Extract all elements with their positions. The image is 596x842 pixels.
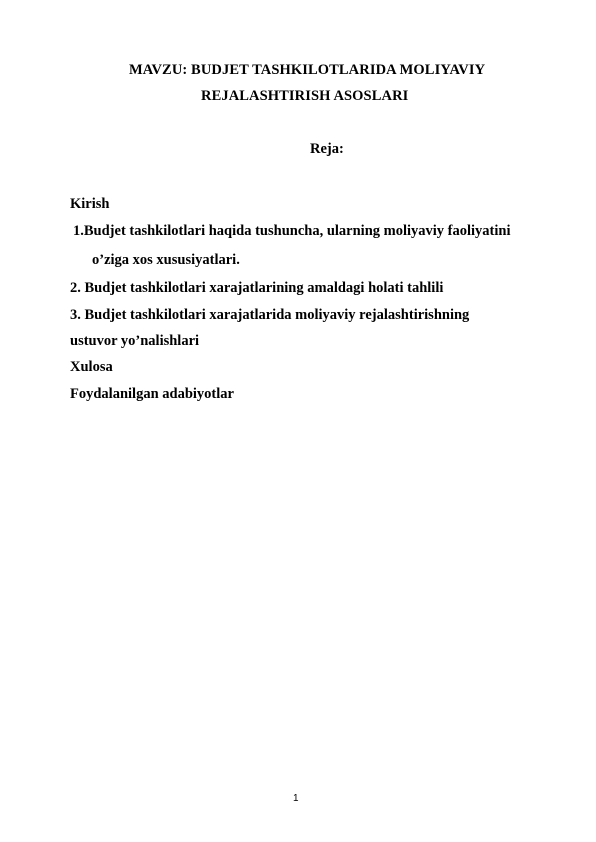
toc-item-chapter-3: 3. Budjet tashkilotlari xarajatlarida moliyaviy rejalashtirishning: [70, 307, 470, 323]
toc-item-references: Foydalanilgan adabiyotlar: [70, 386, 234, 402]
toc-item-chapter-1-continued: o’ziga xos xususiyatlari.: [92, 252, 240, 268]
page-number: 1: [293, 793, 299, 804]
document-title-line-1: MAVZU: BUDJET TASHKILOTLARIDA MOLIYAVIY: [129, 62, 486, 78]
toc-item-conclusion: Xulosa: [70, 359, 113, 375]
plan-heading: Reja:: [310, 141, 344, 157]
toc-item-chapter-3-continued: ustuvor yo’nalishlari: [70, 333, 200, 349]
document-title-line-2: REJALASHTIRISH ASOSLARI: [201, 88, 409, 104]
toc-item-chapter-1: 1.Budjet tashkilotlari haqida tushuncha, ularning moliyaviy faoliyatini: [73, 223, 511, 239]
toc-item-introduction: Kirish: [70, 196, 110, 212]
toc-item-chapter-2: 2. Budjet tashkilotlari xarajatlarining amaldagi holati tahlili: [70, 280, 444, 296]
